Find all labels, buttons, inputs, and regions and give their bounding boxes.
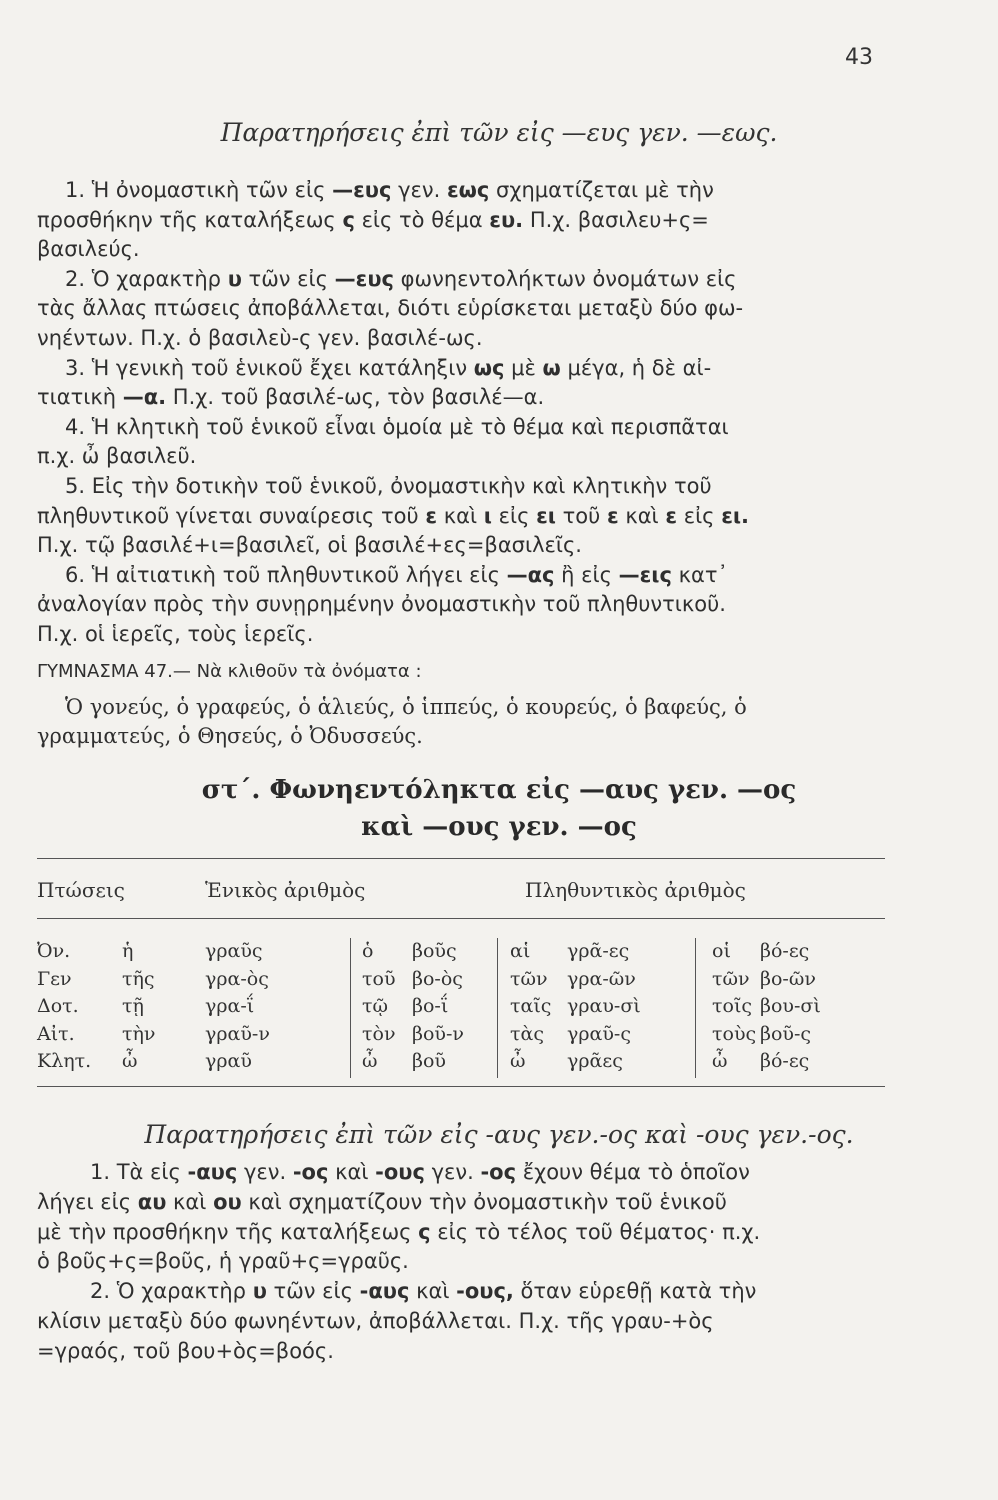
bold-ending: -ος: [292, 1160, 329, 1184]
text-span: Π.χ. οἱ ἱερεῖς, τοὺς ἱερεῖς.: [37, 622, 314, 646]
bold-ending: ι: [483, 503, 492, 528]
table-cell: τοὺς: [712, 1022, 757, 1045]
text-line: [37, 1190, 727, 1214]
text-span: γεν.: [391, 178, 447, 202]
table-cell: γραῦ: [205, 1050, 252, 1072]
text-line: [37, 326, 483, 350]
table-cell: τῶν: [510, 967, 548, 990]
text-span: 6. Ἡ αἰτιατικὴ τοῦ πληθυντικοῦ λήγει εἰς: [65, 562, 507, 587]
text-span: καὶ σχηματίζουν τὴν ὀνομαστικὴν τοῦ ἑνικοῦ: [241, 1189, 727, 1214]
text-span: εἰς: [491, 503, 537, 528]
case-label: Κλητ.: [37, 1050, 92, 1072]
text-span: τῶν εἰς: [241, 266, 335, 291]
text-span: π.χ. ὦ βασιλεῦ.: [37, 444, 197, 469]
text-span: τὰς ἄλλας πτώσεις ἀποβάλλεται, διότι εὑρίσκεται μεταξὺ δύο φω-: [37, 296, 744, 321]
table-cell: ταῖς: [510, 995, 552, 1017]
text-span: γεν.: [237, 1160, 293, 1184]
table-cell: τὰς: [510, 1022, 544, 1045]
table-header-cases: Πτώσεις: [37, 878, 125, 902]
bold-ending: -ους: [375, 1160, 425, 1184]
bold-ending: ς: [418, 1219, 431, 1244]
bold-ending: ω: [542, 355, 561, 380]
text-line: [37, 1220, 760, 1244]
text-line: [37, 1309, 714, 1333]
table-cell: βοῦ-ς: [760, 1022, 812, 1045]
text-line: [90, 1279, 756, 1303]
text-line: [65, 178, 714, 202]
table-cell: ὦ: [362, 1050, 378, 1072]
table-cell: ὁ: [362, 940, 374, 962]
table-cell: γραυ-σὶ: [567, 995, 641, 1017]
text-span: 4. Ἡ κλητικὴ τοῦ ἑνικοῦ εἶναι ὁμοία μὲ τὸ θέμα καὶ περισπᾶται: [65, 414, 729, 439]
bold-ending: ευ.: [489, 207, 524, 232]
text-span: μέγα, ἡ δὲ αἰ-: [560, 355, 712, 380]
text-span: πληθυντικοῦ γίνεται συναίρεσις τοῦ: [37, 503, 426, 528]
table-divider: [695, 938, 696, 1078]
text-span: νηέντων. Π.χ. ὁ βασιλεὺ-ς γεν. βασιλέ-ως.: [37, 326, 483, 350]
bold-ending: ε: [425, 503, 438, 528]
table-cell: τῶν: [712, 967, 750, 990]
text-span: βασιλεύς.: [37, 237, 140, 262]
text-span: καὶ: [437, 503, 484, 528]
text-line: [37, 296, 743, 320]
table-cell: βο-ὸς: [412, 967, 463, 990]
text-span: εἰς τὸ τέλος τοῦ θέματος· π.χ.: [430, 1219, 761, 1244]
table-header-singular: Ἑνικὸς ἀριθμὸς: [205, 878, 366, 902]
bold-ending: ε: [665, 503, 678, 528]
text-span: τοῦ: [555, 503, 607, 528]
page-number: 43: [845, 45, 873, 70]
bold-ending: -αυς: [187, 1160, 238, 1184]
text-line: [37, 622, 313, 646]
text-span: Π.χ. τῷ βασιλέ+ι=βασιλεῖ, οἱ βασιλέ+ες=βασιλεῖς.: [37, 533, 582, 558]
table-cell: βοῦς: [412, 940, 457, 962]
text-line: [37, 208, 709, 232]
text-span: καὶ: [618, 503, 666, 528]
case-label: Γεν: [37, 967, 72, 990]
table-cell: βου-σὶ: [760, 995, 821, 1017]
table-cell: τοῦ: [362, 967, 396, 990]
text-span: Π.χ. τοῦ βασιλέ-ως, τὸν βασιλέ—α.: [166, 385, 545, 410]
section-heading-observations-aus-ous: Παρατηρήσεις ἐπὶ τῶν εἰς -αυς γεν.-ος καὶ -ους γεν.-ος.: [144, 1120, 854, 1149]
bold-ending: —εις: [618, 562, 672, 587]
text-line: [37, 237, 140, 261]
table-cell: βοῦ-ν: [412, 1022, 464, 1045]
text-span: καὶ: [328, 1160, 376, 1184]
text-span: προσθήκην τῆς καταλήξεως: [37, 207, 343, 232]
bold-ending: ως: [473, 355, 505, 380]
text-span: ἀναλογίαν πρὸς τὴν συνῃρημένην ὀνομαστικὴν τοῦ πληθυντικοῦ.: [37, 592, 726, 617]
text-span: =γραός, τοῦ βου+ὸς=βοός.: [37, 1338, 334, 1363]
case-label: Αἰτ.: [37, 1022, 75, 1045]
bold-ending: υ: [227, 266, 242, 291]
table-cell: οἱ: [712, 940, 731, 962]
table-cell: ὦ: [510, 1050, 526, 1072]
table-cell: ὦ: [122, 1050, 138, 1072]
table-divider: [497, 938, 498, 1078]
text-span: ἢ εἰς: [554, 562, 619, 587]
bold-ending: -ος: [480, 1160, 517, 1184]
exercise-label: ΓΥΜΝΑΣΜΑ 47.— Νὰ κλιθοῦν τὰ ὀνόματα :: [37, 661, 422, 682]
bold-ending: —ας: [506, 562, 555, 587]
text-span: 3. Ἡ γενικὴ τοῦ ἑνικοῦ ἔχει κατάληξιν: [65, 355, 474, 380]
text-span: λήγει εἰς: [37, 1189, 138, 1214]
bold-ending: υ: [252, 1279, 267, 1304]
table-cell: γρᾶες: [567, 1050, 623, 1072]
text-span: 1. Τὰ εἰς: [90, 1160, 188, 1184]
text-line: [65, 356, 711, 380]
bold-ending: ει: [536, 503, 556, 528]
text-span: γεν.: [424, 1160, 481, 1184]
text-span: καὶ: [166, 1189, 214, 1214]
table-cell: γραῦ-ν: [205, 1022, 270, 1045]
text-line: [65, 267, 737, 291]
table-cell: ὦ: [712, 1050, 728, 1072]
table-cell: γρᾶ-ες: [567, 940, 630, 962]
bold-ending: ς: [342, 207, 355, 232]
text-span: 1. Ἡ ὀνομαστικὴ τῶν εἰς: [65, 178, 333, 202]
case-label: Ὀν.: [37, 940, 71, 962]
text-span: μὲ: [504, 355, 543, 380]
bold-ending: αυ: [137, 1189, 167, 1214]
bold-ending: εως: [446, 178, 490, 202]
text-line: [37, 444, 196, 468]
text-line: [65, 415, 729, 439]
exercise-line-1: Ὁ γονεύς, ὁ γραφεύς, ὁ ἁλιεύς, ὁ ἱππεύς, ὁ κουρεύς, ὁ βαφεύς, ὁ: [65, 695, 747, 719]
text-line: [65, 563, 728, 587]
table-cell: βοῦ: [412, 1050, 446, 1072]
table-header-rule: [37, 918, 885, 919]
table-cell: τῆς: [122, 967, 155, 990]
text-span: ἔχουν θέμα τὸ ὁποῖον: [516, 1160, 750, 1184]
table-cell: τὸν: [362, 1022, 396, 1045]
text-line: [37, 1249, 409, 1273]
section-title-line-2: καὶ —ους γεν. —ος: [361, 812, 637, 842]
exercise-line-2: γραμματεύς, ὁ Θησεύς, ὁ Ὀδυσσεύς.: [37, 724, 423, 748]
table-cell: αἱ: [510, 940, 531, 962]
table-cell: τοῖς: [712, 995, 753, 1017]
bold-ending: -ους,: [456, 1279, 514, 1304]
text-span: ὅταν εὑρεθῇ κατὰ τὴν: [513, 1279, 757, 1304]
text-span: κλίσιν μεταξὺ δύο φωνηέντων, ἀποβάλλεται. Π.χ. τῆς γραυ-+ὸς: [37, 1309, 714, 1333]
table-cell: γραῦς: [205, 940, 263, 962]
table-cell: τὴν: [122, 1022, 156, 1045]
table-cell: βο-ῶν: [760, 967, 816, 990]
text-span: εἰς: [677, 503, 722, 528]
text-span: 2. Ὁ χαρακτὴρ: [90, 1279, 253, 1304]
table-cell: γρα-ΐ: [205, 995, 255, 1017]
bold-ending: —ευς: [334, 266, 394, 291]
text-span: εἰς τὸ θέμα: [354, 207, 490, 232]
text-span: φωνηεντολήκτων ὀνομάτων εἰς: [393, 266, 737, 291]
text-line: [37, 592, 726, 616]
table-cell: βό-ες: [760, 1050, 810, 1072]
table-top-rule: [37, 858, 885, 859]
text-line: [37, 1339, 334, 1363]
text-line: [65, 474, 712, 498]
table-divider: [350, 938, 351, 1078]
bold-ending: —α.: [122, 385, 167, 410]
text-line: [37, 504, 749, 528]
table-cell: βό-ες: [760, 940, 810, 962]
text-span: 2. Ὁ χαρακτὴρ: [65, 266, 228, 291]
text-span: καὶ: [409, 1279, 457, 1304]
bold-ending: -αυς: [359, 1279, 410, 1304]
section-heading-observations-eus: Παρατηρήσεις ἐπὶ τῶν εἰς —ευς γεν. —εως.: [220, 118, 778, 147]
text-span: σχηματίζεται μὲ τὴν: [489, 178, 714, 202]
bold-ending: ε: [606, 503, 619, 528]
text-span: Π.χ. βασιλευ+ς=: [523, 207, 709, 232]
text-line: [37, 385, 544, 409]
text-span: ὁ βοῦς+ς=βοῦς, ἡ γραῦ+ς=γραῦς.: [37, 1249, 409, 1274]
table-cell: γρα-ὸς: [205, 967, 269, 990]
text-line: [90, 1160, 750, 1184]
table-cell: ἡ: [122, 940, 134, 962]
section-title-line-1: στ΄. Φωνηεντόληκτα εἰς —αυς γεν. —ος: [201, 775, 797, 805]
bold-ending: ου: [213, 1189, 242, 1214]
table-header-plural: Πληθυντικὸς ἀριθμὸς: [525, 878, 746, 902]
text-span: τῶν εἰς: [266, 1279, 360, 1304]
text-line: [37, 533, 582, 557]
text-span: 5. Εἰς τὴν δοτικὴν τοῦ ἑνικοῦ, ὀνομαστικὴν καὶ κλητικὴν τοῦ: [65, 474, 712, 498]
text-span: κατ᾽: [671, 562, 728, 587]
bold-ending: —ευς: [332, 178, 392, 202]
table-cell: τῇ: [122, 995, 144, 1017]
text-span: μὲ τὴν προσθήκην τῆς καταλήξεως: [37, 1219, 419, 1244]
bold-ending: ει.: [721, 503, 750, 528]
table-cell: γρα-ῶν: [567, 967, 636, 990]
table-cell: τῷ: [362, 995, 389, 1017]
case-label: Δοτ.: [37, 995, 79, 1017]
table-cell: γραῦ-ς: [567, 1022, 631, 1045]
table-bottom-rule: [37, 1086, 885, 1087]
table-cell: βο-ΐ: [412, 995, 449, 1017]
text-span: τιατικὴ: [37, 385, 123, 410]
